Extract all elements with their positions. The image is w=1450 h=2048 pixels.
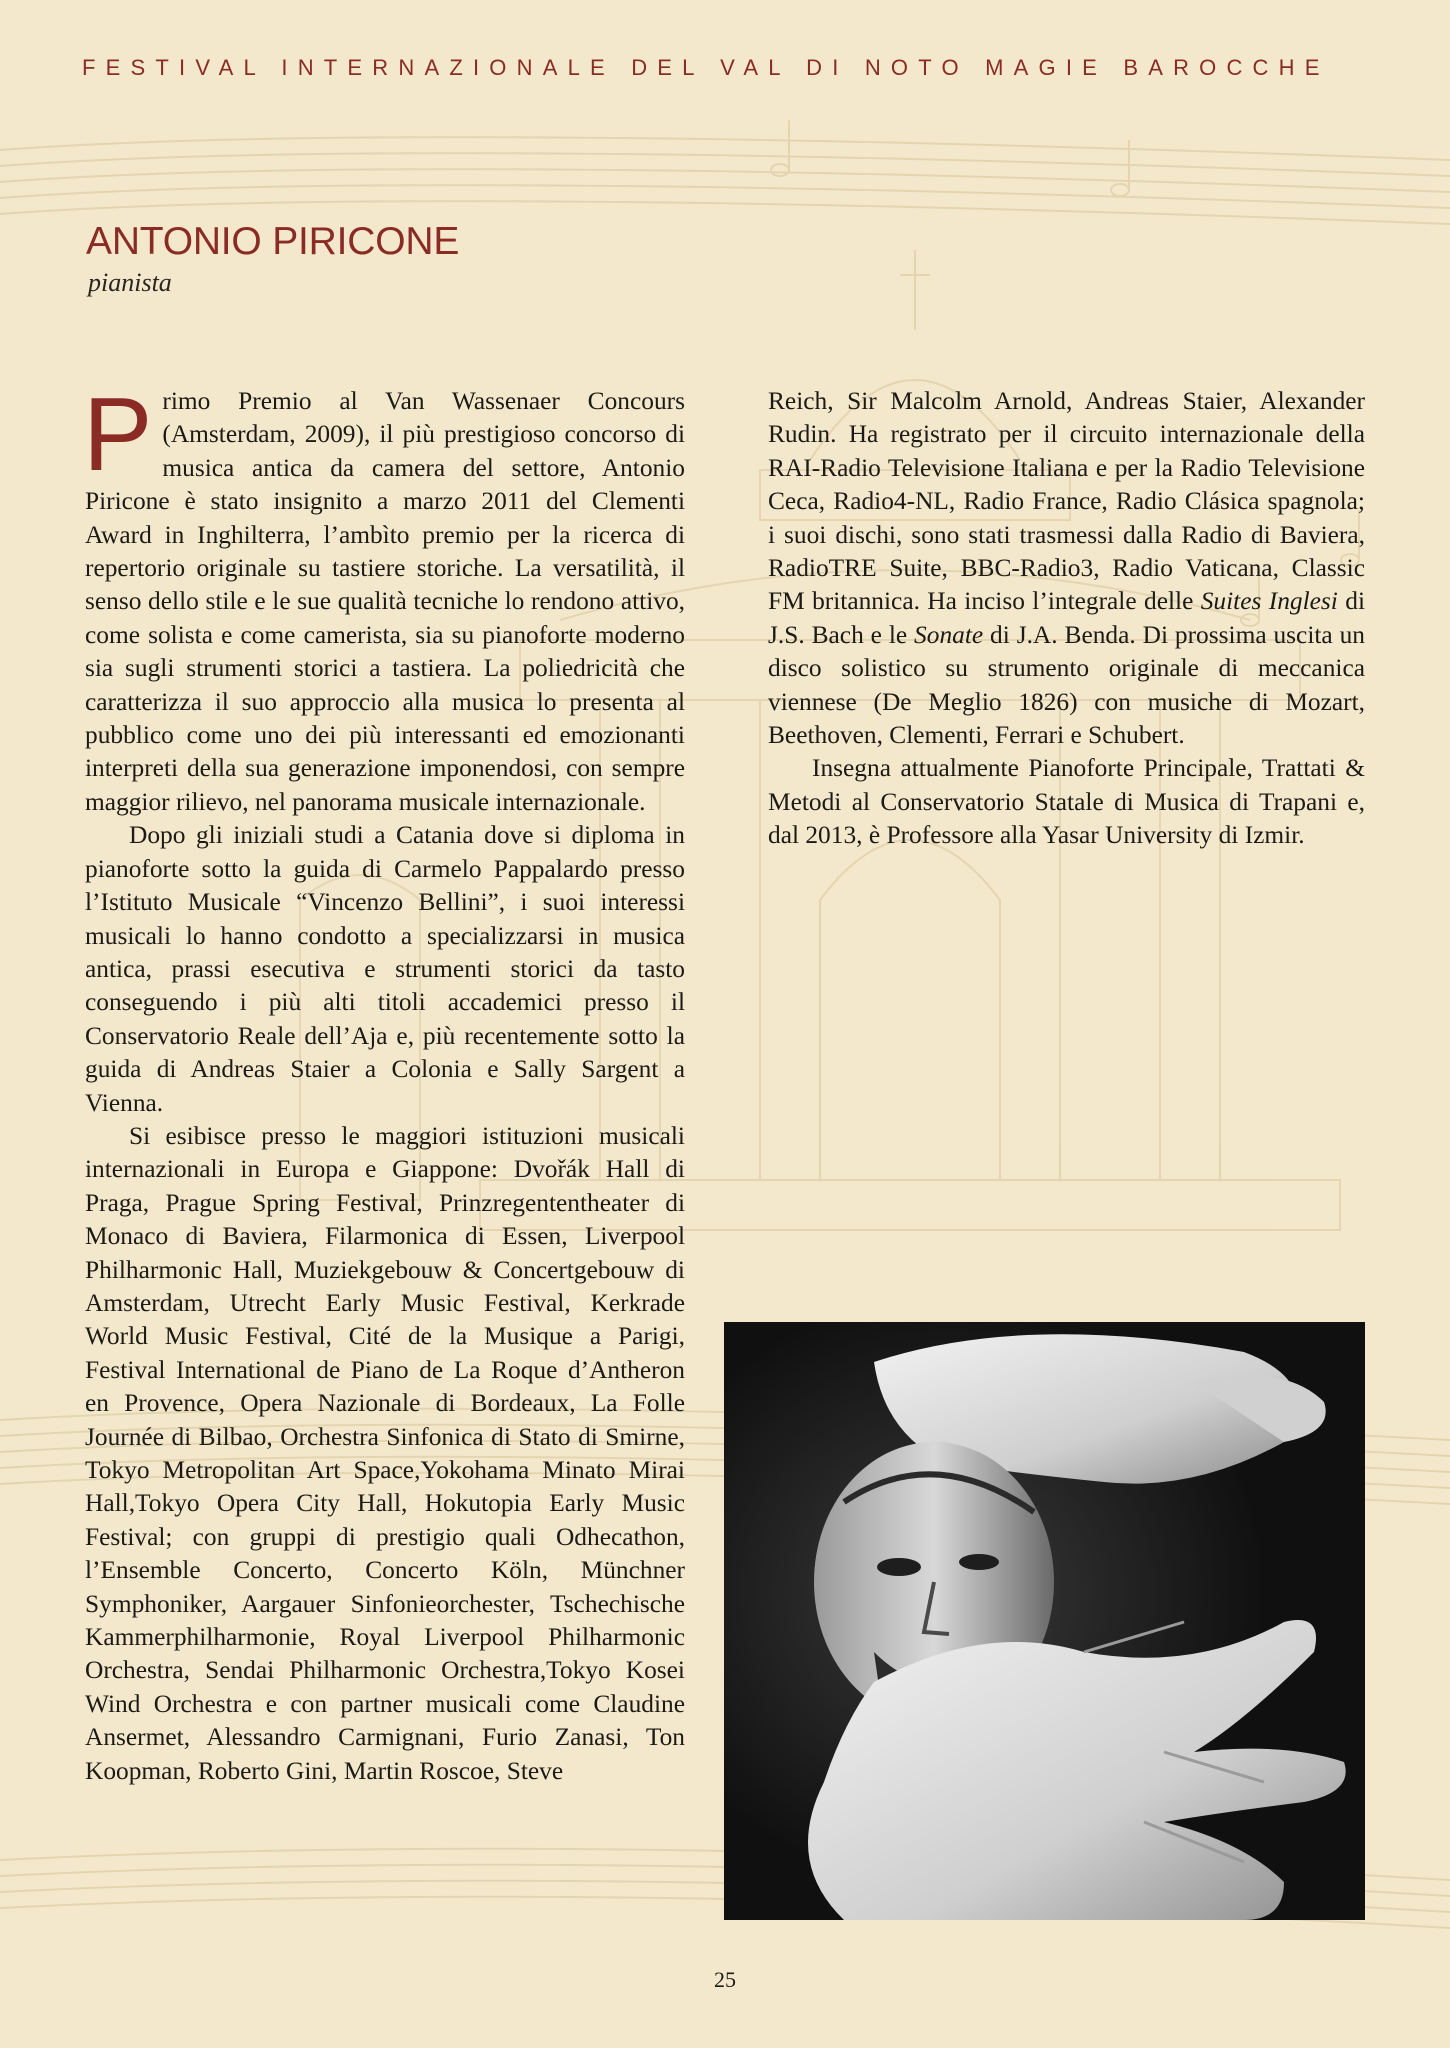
paragraph: Si esibisce presso le maggiori istituzioni musicali internazionali in Europa e Giappone: Dvořák Hall di Praga, Prague Spring Festival, Prinzregententheater di Monaco di Baviera, Filarmonica di Essen, Liverpool Philharmonic Hall, Muziekgebouw & Concertgebouw di Amsterdam, Utrecht Early Music Festival, Kerkrade World Music Festival, Cité de la Musique a Parigi, Festival International de Piano de La Roque d’Antheron en Provence, Opera Nazionale di Bordeaux, La Folle Journée di Bilbao, Orchestra Sinfonica di Stato di Smirne, Tokyo Metropolitan Art Space,Yokohama Minato Mirai Hall,Tokyo Opera City Hall, Hokutopia Early Music Festival; con gruppi di prestigio quali Odhecathon, l’Ensemble Concerto, Concerto Köln, Münchner Symphoniker, Aargauer Sinfonieorchester, Tschechische Kammerphilharmonie, Royal Liverpool Philharmonic Orchestra, Sendai Philharmonic Orchestra,Tokyo Kosei Wind Orchestra e con partner musicali come Claudine Ansermet, Alessandro Carmignani, Furio Zanasi, Ton Koopman, Roberto Gini, Martin Roscoe, Steve <box>85 1121 685 1785</box>
work-title: Suites Inglesi <box>1200 587 1338 616</box>
article-column-right <box>768 385 1365 853</box>
artist-name: ANTONIO PIRICONE <box>86 220 460 263</box>
artist-photo <box>724 1322 1365 1920</box>
running-header: FESTIVAL INTERNAZIONALE DEL VAL DI NOTO MAGIE BAROCCHE <box>82 55 1330 80</box>
paragraph-text: Reich, Sir Malcolm Arnold, Andreas Staier, Alexander Rudin. Ha registrato per il circuito internazionale della RAI-Radio Televisione Italiana e per la Radio Televisione Ceca, Radio4-NL, Radio France, Radio Clásica spagnola; i suoi dischi, sono stati trasmessi dalla Radio di Baviera, RadioTRE Suite, BBC-Radio3, Radio Vaticana, Classic FM britannica. Ha inciso l’integrale delle <box>768 387 1365 616</box>
paragraph <box>768 385 1365 752</box>
drop-cap: P <box>83 377 153 493</box>
paragraph: Dopo gli iniziali studi a Catania dove si diploma in pianoforte sotto la guida di Carmelo Pappalardo presso l’Istituto Musicale “Vincenzo Bellini”, i suoi interessi musicali lo hanno condotto a specializzarsi in musica antica, prassi esecutiva e strumenti storici da tasto conseguendo i più alti titoli accademici presso il Conservatorio Reale dell’Aja e, più recentemente sotto la guida di Andreas Staier a Colonia e Sally Sargent a Vienna. <box>85 821 685 1117</box>
paragraph-text: di J.S. Bach e le <box>768 587 1365 649</box>
page-number: 25 <box>714 1967 736 1992</box>
paragraph: Insegna attualmente Pianoforte Principale, Trattati & Metodi al Conservatorio Statale di Musica di Trapani e, dal 2013, è Professore alla Yasar University di Izmir. <box>768 754 1365 850</box>
article-column-left <box>83 377 685 1788</box>
artist-role: pianista <box>88 268 172 297</box>
work-title: Sonate <box>914 620 984 649</box>
paragraph-text: di J.A. Benda. Di prossima uscita un disco solistico su strumento originale di meccanica viennese (De Meglio 1826) con musiche di Mozart, Beethoven, Clementi, Ferrari e Schubert. <box>768 620 1365 750</box>
paragraph <box>83 377 685 819</box>
paragraph-text: rimo Premio al Van Wassenaer Concours (Amsterdam, 2009), il più prestigioso concorso di musica antica da camera del settore, Antonio Piricone è stato insignito a marzo 2011 del Clementi Award in Inghilterra, l’ambìto premio per la ricerca di repertorio originale su tastiere storiche. La versatilità, il senso dello stile e le sue qualità tecniche lo rendono attivo, come solista e come camerista, sia su pianoforte moderno sia sugli strumenti storici a tastiera. La poliedricità che caratterizza il suo approccio alla musica lo presenta al pubblico come uno dei più interessanti ed emozionanti interpreti della sua generazione imponendosi, con sempre maggior rilievo, nel panorama musicale internazionale. <box>85 387 685 816</box>
